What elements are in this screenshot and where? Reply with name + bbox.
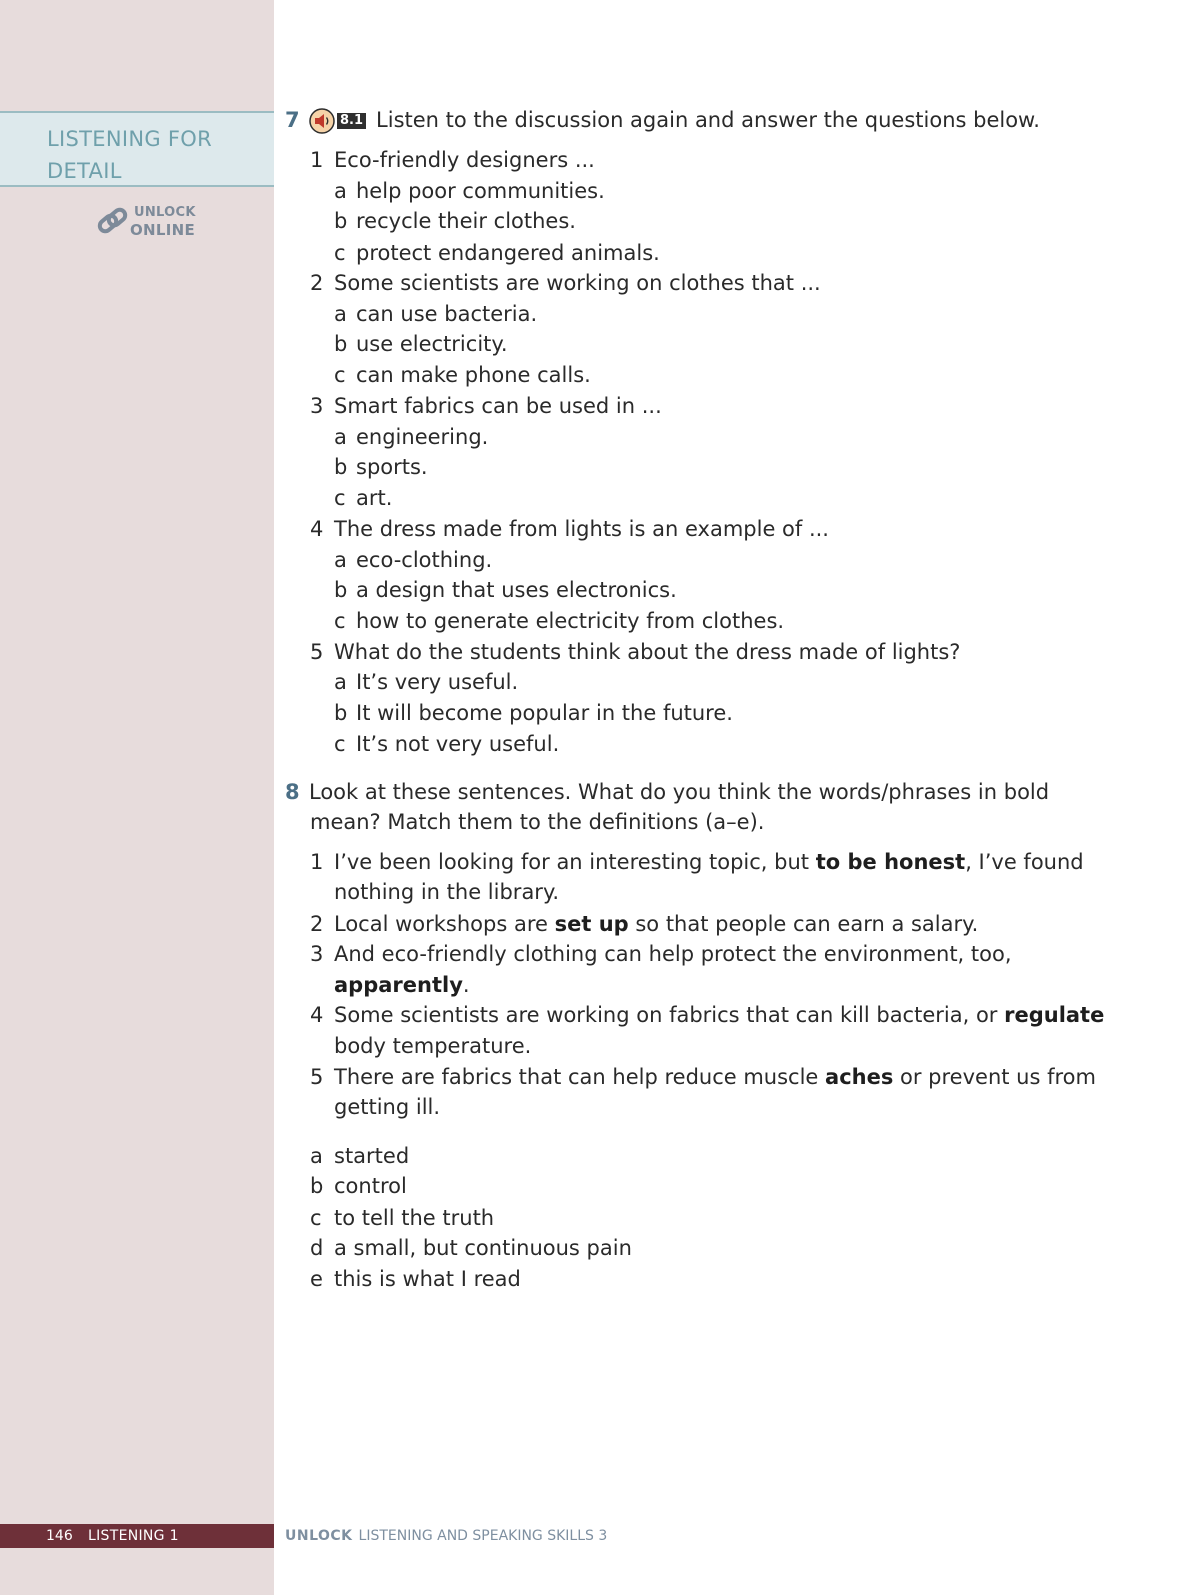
sentence [310,940,1012,968]
sentence-text: Some scientists are working on fabrics that can kill bacteria, or [334,1003,1005,1027]
exercise-8-instruction-line2: mean? Match them to the definitions (a–e). [310,810,765,834]
option-text: can make phone calls. [356,363,591,387]
option-text: It will become popular in the future. [356,701,733,725]
option-text: help poor communities. [356,179,605,203]
question [310,146,595,174]
definition [310,1172,407,1200]
sentence-text: or prevent us from [893,1065,1096,1089]
definition-letter: a [310,1144,323,1168]
sentence-number: 4 [310,1003,324,1027]
sentence-number: 2 [310,912,324,936]
question-number: 5 [310,640,324,664]
option-letter: b [334,455,348,479]
sentence-text: . [462,973,470,997]
bold-phrase: apparently [334,973,463,997]
option [334,177,605,205]
option [334,668,518,696]
option-text: engineering. [356,425,489,449]
sentence-continuation [334,971,470,999]
sentence-number: 3 [310,942,324,966]
exercise-8-number: 8 [285,780,300,804]
question-text: The dress made from lights is an example of ... [334,517,829,541]
option-letter: a [334,425,347,449]
sentence-number: 5 [310,1065,324,1089]
option-letter: c [334,241,346,265]
sentence-continuation: nothing in the library. [334,880,560,904]
sentence-number: 1 [310,850,324,874]
footer-book-title [285,1524,607,1548]
question-number: 3 [310,394,324,418]
footer-title: LISTENING AND SPEAKING SKILLS 3 [358,1528,608,1544]
unlock-online-badge[interactable] [96,204,206,240]
definition-text: this is what I read [334,1267,521,1291]
option-letter: a [334,548,347,572]
option-text: a design that uses electronics. [356,578,677,602]
online-label: ONLINE [130,221,196,239]
option [334,300,537,328]
sentence [310,910,978,938]
definition-text: to tell the truth [334,1206,495,1230]
option-letter: c [334,609,346,633]
definition [310,1142,409,1170]
audio-speaker-icon[interactable] [309,108,335,134]
sidebar [0,0,274,1595]
option-text: can use bacteria. [356,302,538,326]
definition-text: a small, but continuous pain [334,1236,632,1260]
bold-phrase: aches [825,1065,894,1089]
option-letter: a [334,179,347,203]
exercise-7-instruction: Listen to the discussion again and answer the questions below. [376,108,1040,132]
option-letter: a [334,302,347,326]
question-text: Some scientists are working on clothes that ... [334,271,821,295]
option [334,576,677,604]
option-text: eco-clothing. [356,548,493,572]
option-letter: b [334,209,348,233]
option-text: sports. [356,455,428,479]
option [334,607,784,635]
option-text: art. [356,486,393,510]
definition-letter: e [310,1267,323,1291]
option-letter: c [334,363,346,387]
option-letter: c [334,486,346,510]
sentence-continuation: getting ill. [334,1095,441,1119]
section-label-box [0,111,274,187]
definition-letter: b [310,1174,324,1198]
option-text: protect endangered animals. [356,241,660,265]
option [334,546,492,574]
option [334,453,428,481]
exercise-8-header [285,778,1049,806]
exercise-7-number: 7 [285,108,300,132]
option [334,423,488,451]
bold-phrase: to be honest [815,850,966,874]
option [334,730,559,758]
option-text: recycle their clothes. [356,209,576,233]
link-icon [96,206,130,238]
option-text: use electricity. [356,332,508,356]
option-letter: b [334,578,348,602]
audio-track-number: 8.1 [337,113,366,129]
option [334,207,576,235]
option [334,361,591,389]
footer-page-tab [0,1524,274,1548]
exercise-8-instruction-line1: Look at these sentences. What do you think the words/phrases in bold [309,780,1050,804]
question-text: Eco-friendly designers ... [334,148,595,172]
question [310,515,829,543]
bold-phrase: regulate [1004,1003,1105,1027]
question-number: 1 [310,148,324,172]
question [310,269,821,297]
question-text: What do the students think about the dress made of lights? [334,640,961,664]
question [310,638,960,666]
definition [310,1204,494,1232]
sentence [310,1063,1096,1091]
option-letter: b [334,332,348,356]
question-number: 4 [310,517,324,541]
footer-section: LISTENING 1 [88,1528,179,1544]
option-letter: b [334,701,348,725]
definition-letter: d [310,1236,324,1260]
footer-brand: UNLOCK [285,1528,353,1544]
exercise-7-header [285,106,1040,134]
question [310,392,662,420]
option [334,484,392,512]
sentence-text: And eco-friendly clothing can help protect the environment, too, [334,942,1012,966]
option [334,239,660,267]
question-text: Smart fabrics can be used in ... [334,394,662,418]
sentence-text: so that people can earn a salary. [628,912,979,936]
definition [310,1234,632,1262]
option-text: how to generate electricity from clothes. [356,609,785,633]
option [334,699,733,727]
section-label-line2: DETAIL [47,159,122,183]
option [334,330,508,358]
sentence-text: , I’ve found [965,850,1084,874]
sentence-text: Local workshops are [334,912,555,936]
definition-letter: c [310,1206,322,1230]
option-letter: c [334,732,346,756]
sentence [310,1001,1104,1029]
sentence [310,848,1084,876]
question-number: 2 [310,271,324,295]
definition-text: started [334,1144,410,1168]
option-text: It’s very useful. [356,670,519,694]
definition-text: control [334,1174,407,1198]
option-text: It’s not very useful. [356,732,560,756]
section-label [47,123,247,187]
section-label-line1: LISTENING FOR [47,127,212,151]
option-letter: a [334,670,347,694]
sentence-continuation: body temperature. [334,1034,532,1058]
sentence-text: I’ve been looking for an interesting topic, but [334,850,816,874]
sentence-text: There are fabrics that can help reduce muscle [334,1065,826,1089]
unlock-label: UNLOCK [134,205,196,220]
bold-phrase: set up [554,912,629,936]
definition [310,1265,521,1293]
page-number: 146 [46,1528,73,1544]
